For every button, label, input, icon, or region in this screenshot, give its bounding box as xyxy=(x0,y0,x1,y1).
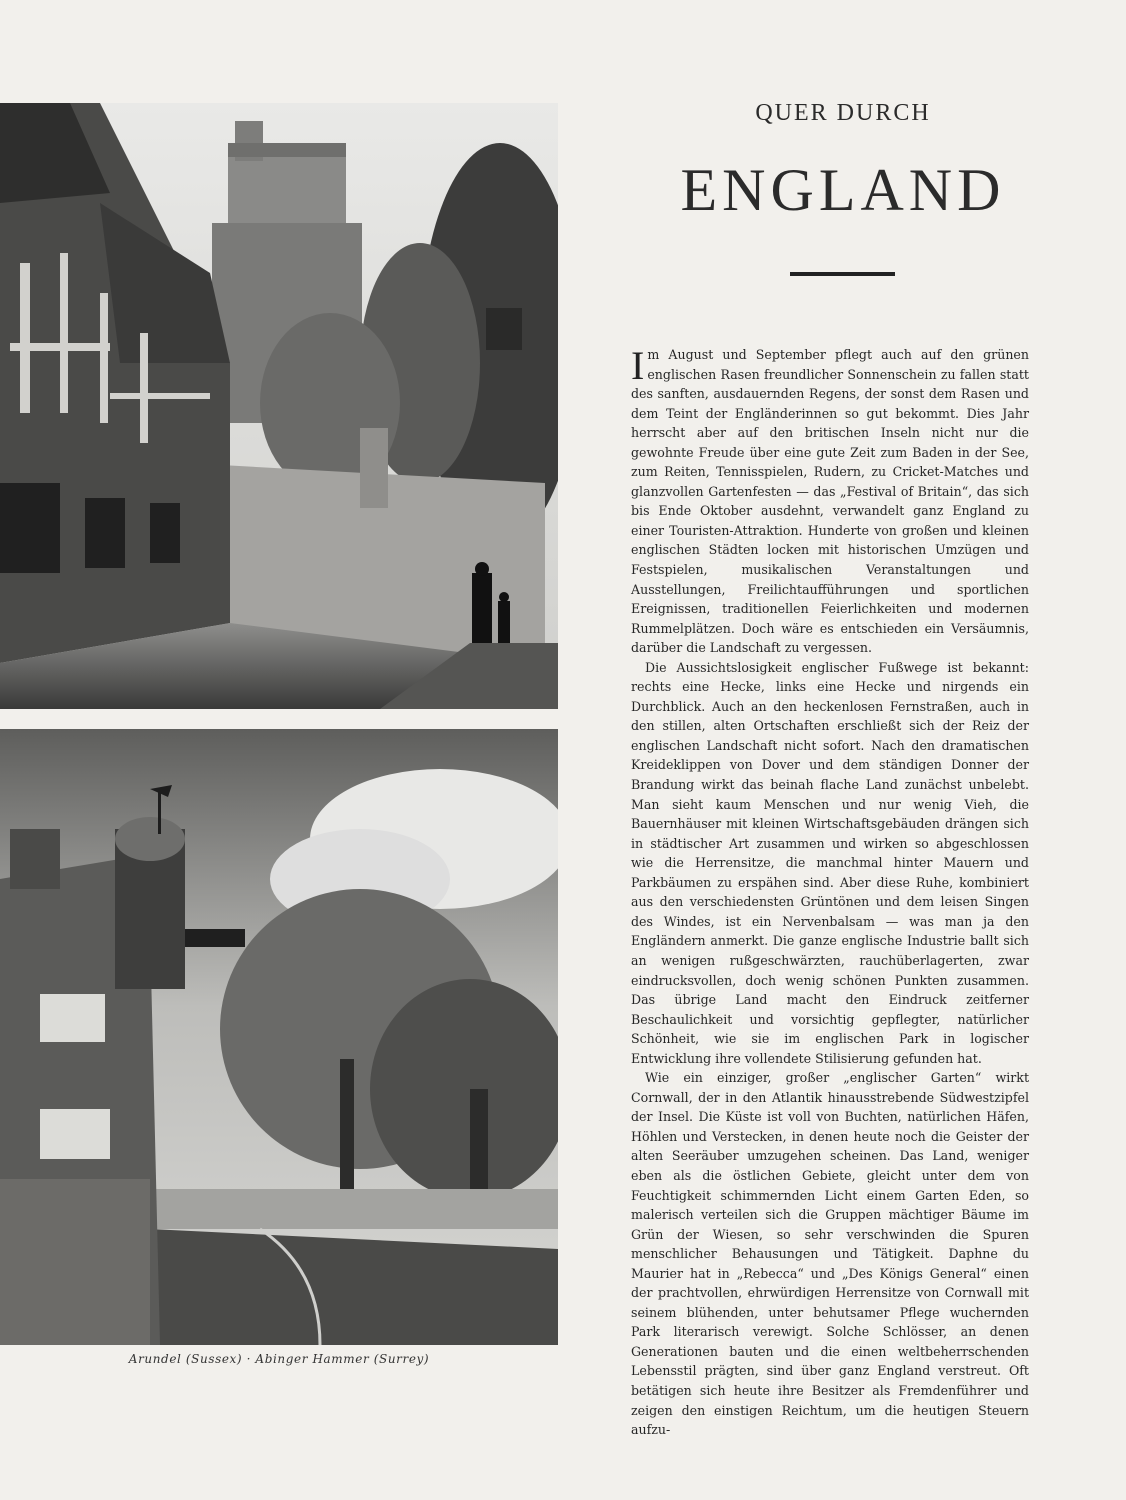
photo-arundel xyxy=(0,103,558,709)
paragraph-2: Die Aussichtslosigkeit englischer Fußwege ist bekannt: rechts eine Hecke, links eine Hecke und nirgends ein Durchblick. Auch an den heckenlosen Fernstraßen, auch in den stillen, alten Ortschaften erschließt sich der Reiz der englischen Landschaft nicht sofort. Nach den dramatischen Kreideklippen von Dover und dem ständigen Donner der Brandung wirkt das beinah flache Land zunächst unbelebt. Man sieht kaum Menschen und nur wenig Vieh, die Bauernhäuser mit kleinen Wirtschaftsgebäuden drängen sich in städtischer Art zusammen und wirken so abgeschlossen wie die Herrensitze, die manchmal hinter Mauern und Parkbäumen zu erspähen sind. Aber diese Ruhe, kombiniert aus den verschiedensten Grüntönen und dem leisen Singen des Windes, ist ein Nervenbalsam — was man ja den Engländern anmerkt. Die ganze englische Industrie ballt sich an wenigen rußgeschwärzten, rauchüberlagerten, zwar eindrucksvollen, doch wenig schönen Punkten zusammen. Das übrige Land macht den Eindruck zeitferner Beschaulichkeit und vorsichtig gepflegter, natürlicher Schönheit, wie sie im englischen Park in logischer Entwicklung ihre vollendete Stilisierung gefunden hat. xyxy=(631,659,1029,1066)
article-kicker: QUER DURCH xyxy=(755,100,931,126)
paragraph-1-text: m August und September pflegt auch auf den grünen englischen Rasen freundlicher Sonnenschein zu fallen statt des sanften, ausdauernden Regens, der sonst dem Rasen und dem Teint der Engländerinnen so gut bekommt. Dies Jahr herrscht aber auf den britischen Inseln nicht nur die gewohnte Freude über eine gute Zeit zum Baden in der See, zum Reiten, Tennisspielen, Rudern, zu Cricket-Matches und glanzvollen Gartenfesten — das „Festival of Britain“, das sich bis Ende Oktober ausdehnt, verwandelt ganz England zu einer Touristen-Attraktion. Hunderte von großen und kleinen englischen Städten locken mit historischen Umzügen und Festspielen, musikalischen Veranstaltungen und Ausstellungen, Freilichtaufführungen und sportlichen Ereignissen, traditionellen Feierlichkeiten und modernen Rummelplätzen. Doch wäre es entschieden ein Versäumnis, darüber die Landschaft zu vergessen. xyxy=(631,347,1029,656)
paragraph-3: Wie ein einziger, großer „englischer Garten“ wirkt Cornwall, der in den Atlantik hinausstrebende Südwestzipfel der Insel. Die Küste ist voll von Buchten, natürlichen Häfen, Höhlen und Verstecken, in denen heute noch die Geister der alten Seeräuber umzugehen scheinen. Das Land, weniger eben als die östlichen Gebiete, gleicht unter dem von Feuchtigkeit schimmernden Licht einem Garten Eden, so malerisch verteilen sich die Gruppen mächtiger Bäume im Grün der Wiesen, so sehr verschwinden die Spuren menschlicher Behausungen und Tätigkeit. Daphne du Maurier hat in „Rebecca“ und „Des Königs General“ einen der prachtvollen, ehrwürdigen Herrensitze von Cornwall mit seinem blühenden, unter behutsamer Pflege wuchernden Park literarisch verewigt. Solche Schlösser, an denen Generationen bauten und die einen weltbeherrschenden Lebensstil prägten, sind über ganz England verstreut. Oft betätigen sich heute ihre Besitzer als Fremdenführer und zeigen den einstigen Reichtum, um die heutigen Steuern aufzu- xyxy=(631,1070,1029,1438)
article-body xyxy=(631,345,1029,1440)
abinger-hammer-image xyxy=(0,729,558,1345)
drop-cap: I xyxy=(631,343,645,388)
paragraph-1 xyxy=(631,345,1029,658)
photo-caption: Arundel (Sussex) · Abinger Hammer (Surrey) xyxy=(128,1352,430,1366)
title-divider xyxy=(790,272,895,276)
arundel-street-image xyxy=(0,103,558,709)
article-title: ENGLAND xyxy=(680,157,1006,223)
photo-abinger-hammer xyxy=(0,729,558,1345)
